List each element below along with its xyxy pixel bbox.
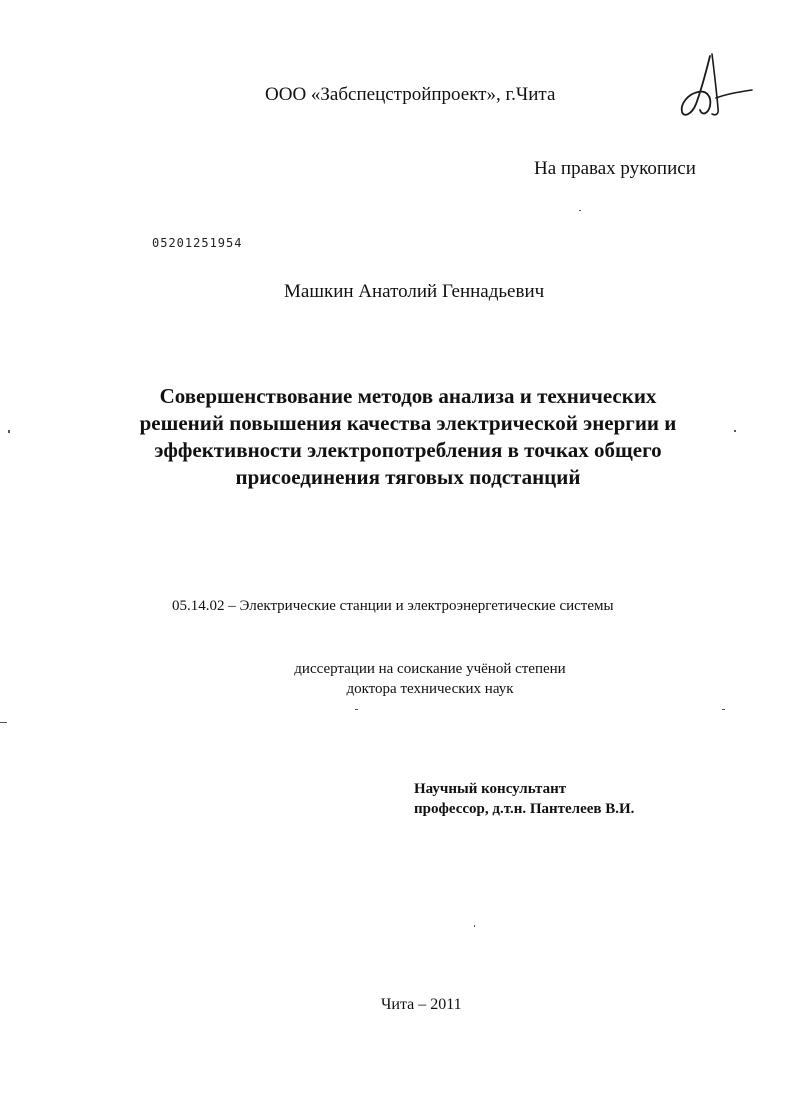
degree-line: доктора технических наук <box>346 681 514 697</box>
specialty-code: 05.14.02 – Электрические станции и электроэнергетические системы <box>172 598 614 614</box>
scan-speck <box>579 210 581 211</box>
dissertation-title <box>60 383 756 491</box>
handwritten-signature-icon <box>672 52 756 122</box>
scientific-consultant <box>414 779 634 819</box>
author-name: Машкин Анатолий Геннадьевич <box>284 281 545 302</box>
title-line: Совершенствование методов анализа и технических <box>159 384 657 408</box>
consultant-name: профессор, д.т.н. Пантелеев В.И. <box>414 801 635 817</box>
scan-speck <box>0 722 7 723</box>
organization-name: ООО «Забспецстройпроект», г.Чита <box>265 84 556 105</box>
catalog-number: 05201251954 <box>152 236 243 250</box>
title-line: эффективности электропотребления в точках общего <box>154 438 662 462</box>
city-year: Чита – 2011 <box>381 996 462 1013</box>
title-line: присоединения тяговых подстанций <box>235 465 581 489</box>
title-line: решений повышения качества электрической энергии и <box>139 411 677 435</box>
scan-speck <box>734 430 736 432</box>
degree-statement <box>190 659 670 699</box>
rights-notice: На правах рукописи <box>534 158 696 179</box>
scan-speck <box>474 925 475 927</box>
scan-speck <box>355 709 358 710</box>
degree-line: диссертации на соискание учёной степени <box>294 661 566 677</box>
scan-speck <box>722 709 725 710</box>
consultant-label: Научный консультант <box>414 781 567 797</box>
scan-speck <box>8 430 10 433</box>
